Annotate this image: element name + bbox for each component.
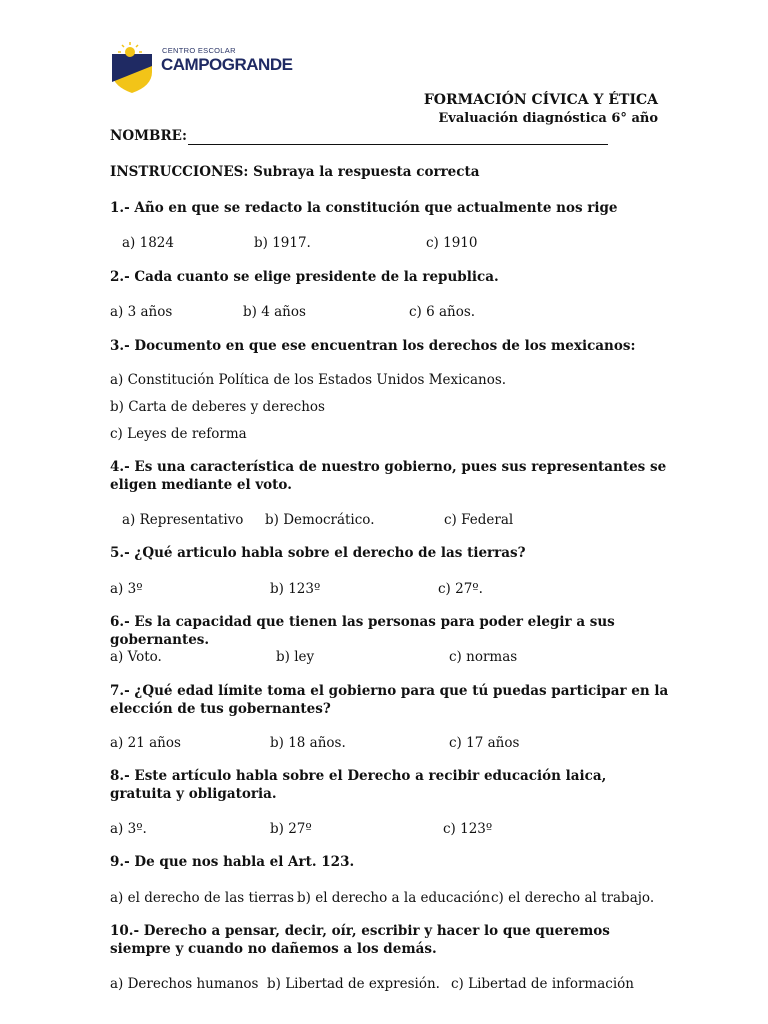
question-text: Documento en que ese encuentran los derechos de los mexicanos:	[134, 338, 636, 354]
option-8c[interactable]: c) 123º	[443, 821, 493, 837]
question-text: Es una característica de nuestro gobierno, pues sus representantes se eligen mediante el voto.	[110, 459, 667, 493]
question-10	[110, 922, 670, 958]
option-5a[interactable]: a) 3º	[110, 581, 143, 597]
option-2a[interactable]: a) 3 años	[110, 304, 173, 320]
question-number: 4.-	[110, 459, 130, 475]
question-number: 6.-	[110, 614, 130, 630]
question-text: ¿Qué articulo habla sobre el derecho de las tierras?	[134, 545, 526, 561]
question-1	[110, 199, 670, 217]
option-2b[interactable]: b) 4 años	[243, 304, 306, 320]
school-logo	[110, 42, 293, 94]
question-number: 3.-	[110, 338, 130, 354]
question-text: Este artículo habla sobre el Derecho a recibir educación laica, gratuita y obligatoria.	[110, 768, 607, 802]
question-number: 10.-	[110, 923, 140, 939]
option-5c[interactable]: c) 27º.	[438, 581, 483, 597]
question-number: 2.-	[110, 269, 130, 285]
page-subtitle: Evaluación diagnóstica 6° año	[438, 111, 658, 126]
option-9a[interactable]: a) el derecho de las tierras	[110, 890, 295, 906]
question-number: 9.-	[110, 854, 130, 870]
question-text: Es la capacidad que tienen las personas para poder elegir a sus gobernantes.	[110, 614, 615, 648]
name-field-line[interactable]	[188, 144, 608, 145]
option-2c[interactable]: c) 6 años.	[409, 304, 476, 320]
option-6a[interactable]: a) Voto.	[110, 649, 162, 665]
option-3a[interactable]: a) Constitución Política de los Estados Unidos Mexicanos.	[110, 372, 507, 388]
option-1b[interactable]: b) 1917.	[254, 235, 311, 251]
question-text: De que nos habla el Art. 123.	[134, 854, 355, 870]
option-5b[interactable]: b) 123º	[270, 581, 321, 597]
question-4	[110, 458, 670, 494]
question-text: Derecho a pensar, decir, oír, escribir y hacer lo que queremos siempre y cuando no dañemos a los demás.	[110, 923, 610, 957]
option-4a[interactable]: a) Representativo	[122, 512, 244, 528]
question-7	[110, 682, 670, 718]
option-6c[interactable]: c) normas	[449, 649, 518, 665]
option-6b[interactable]: b) ley	[276, 649, 315, 665]
option-10a[interactable]: a) Derechos humanos	[110, 976, 259, 992]
option-8b[interactable]: b) 27º	[270, 821, 312, 837]
question-text: ¿Qué edad límite toma el gobierno para que tú puedas participar en la elección de tus gobernantes?	[110, 683, 669, 717]
option-7b[interactable]: b) 18 años.	[270, 735, 346, 751]
option-1c[interactable]: c) 1910	[426, 235, 478, 251]
question-number: 7.-	[110, 683, 130, 699]
name-label: NOMBRE:	[110, 128, 187, 144]
option-7c[interactable]: c) 17 años	[449, 735, 520, 751]
question-text: Año en que se redacto la constitución que actualmente nos rige	[134, 200, 618, 216]
question-5	[110, 544, 670, 562]
instructions: INSTRUCCIONES: Subraya la respuesta correcta	[110, 164, 480, 180]
option-8a[interactable]: a) 3º.	[110, 821, 147, 837]
question-number: 1.-	[110, 200, 130, 216]
question-9	[110, 853, 670, 871]
question-3	[110, 337, 670, 355]
question-2	[110, 268, 670, 286]
question-6	[110, 613, 670, 649]
option-9b[interactable]: b) el derecho a la educación	[297, 890, 491, 906]
shield-sun-icon	[110, 42, 154, 94]
page-title: FORMACIÓN CÍVICA Y ÉTICA	[423, 92, 658, 108]
option-3c[interactable]: c) Leyes de reforma	[110, 426, 247, 442]
option-9c[interactable]: c) el derecho al trabajo.	[491, 890, 655, 906]
logo-line1: CENTRO ESCOLAR	[162, 46, 236, 55]
option-1a[interactable]: a) 1824	[122, 235, 174, 251]
option-4b[interactable]: b) Democrático.	[265, 512, 375, 528]
question-number: 8.-	[110, 768, 130, 784]
question-8	[110, 767, 670, 803]
logo-line2: CAMPOGRANDE	[161, 55, 293, 74]
option-10b[interactable]: b) Libertad de expresión.	[267, 976, 440, 992]
question-text: Cada cuanto se elige presidente de la republica.	[134, 269, 499, 285]
option-4c[interactable]: c) Federal	[444, 512, 514, 528]
option-3b[interactable]: b) Carta de deberes y derechos	[110, 399, 325, 415]
option-7a[interactable]: a) 21 años	[110, 735, 181, 751]
question-number: 5.-	[110, 545, 130, 561]
option-10c[interactable]: c) Libertad de información	[451, 976, 634, 992]
